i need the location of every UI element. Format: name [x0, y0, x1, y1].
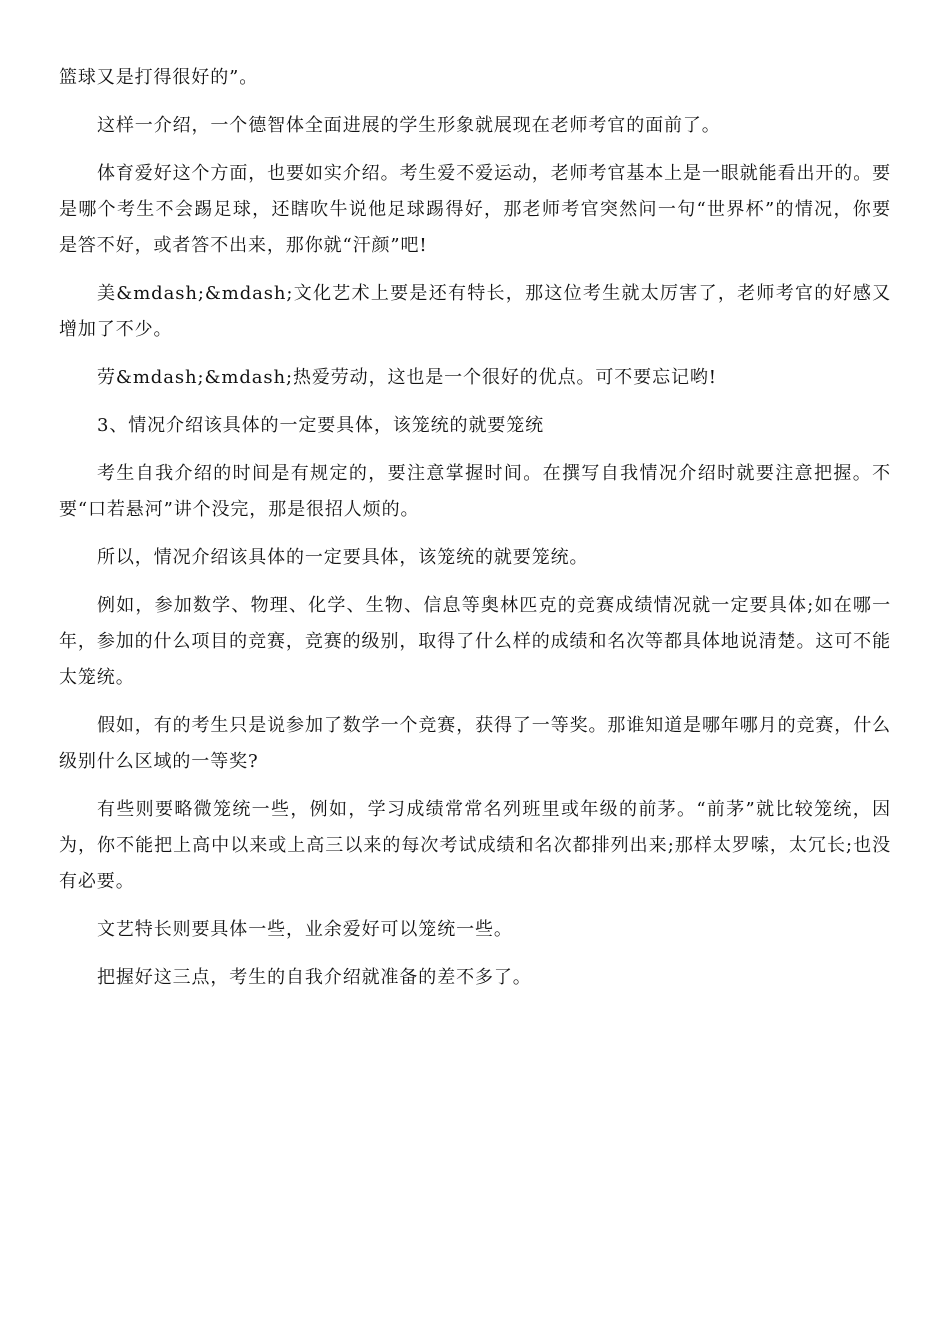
paragraph-continuation: 篮球又是打得很好的”。	[59, 67, 259, 88]
paragraph: 文艺特长则要具体一些，业余爱好可以笼统一些。	[97, 919, 513, 940]
paragraph: 美&mdash;&mdash;文化艺术上要是还有特长，那这位考生就太厉害了，老师考官的好感又增加了不少。	[59, 283, 891, 340]
paragraph: 所以，情况介绍该具体的一定要具体，该笼统的就要笼统。	[97, 547, 589, 568]
paragraph: 体育爱好这个方面，也要如实介绍。考生爱不爱运动，老师考官基本上是一眼就能看出开的。要是哪个考生不会踢足球，还瞎吹牛说他足球踢得好，那老师考官突然问一句“世界杯”的情况，你要是答不好，或者答不出来，那你就“汗颜”吧!	[59, 163, 891, 256]
paragraph: 这样一介绍，一个德智体全面进展的学生形象就展现在老师考官的面前了。	[97, 115, 721, 136]
paragraph: 劳&mdash;&mdash;热爱劳动，这也是一个很好的优点。可不要忘记哟!	[97, 367, 717, 388]
paragraph: 把握好这三点，考生的自我介绍就准备的差不多了。	[97, 967, 532, 988]
paragraph: 考生自我介绍的时间是有规定的，要注意掌握时间。在撰写自我情况介绍时就要注意把握。不要“口若悬河”讲个没完，那是很招人烦的。	[59, 463, 891, 520]
paragraph: 有些则要略微笼统一些，例如，学习成绩常常名列班里或年级的前茅。“前茅”就比较笼统，因为，你不能把上高中以来或上高三以来的每次考试成绩和名次都排列出来;那样太罗嗦，太冗长;也没有必要。	[59, 799, 891, 892]
paragraph: 假如，有的考生只是说参加了数学一个竞赛，获得了一等奖。那谁知道是哪年哪月的竞赛，什么级别什么区域的一等奖?	[59, 715, 891, 772]
paragraph: 例如，参加数学、物理、化学、生物、信息等奥林匹克的竞赛成绩情况就一定要具体;如在哪一年，参加的什么项目的竞赛，竞赛的级别，取得了什么样的成绩和名次等都具体地说清楚。这可不能太笼统。	[59, 595, 891, 688]
document-page	[59, 60, 891, 1008]
section-heading: 3、情况介绍该具体的一定要具体，该笼统的就要笼统	[97, 415, 545, 436]
